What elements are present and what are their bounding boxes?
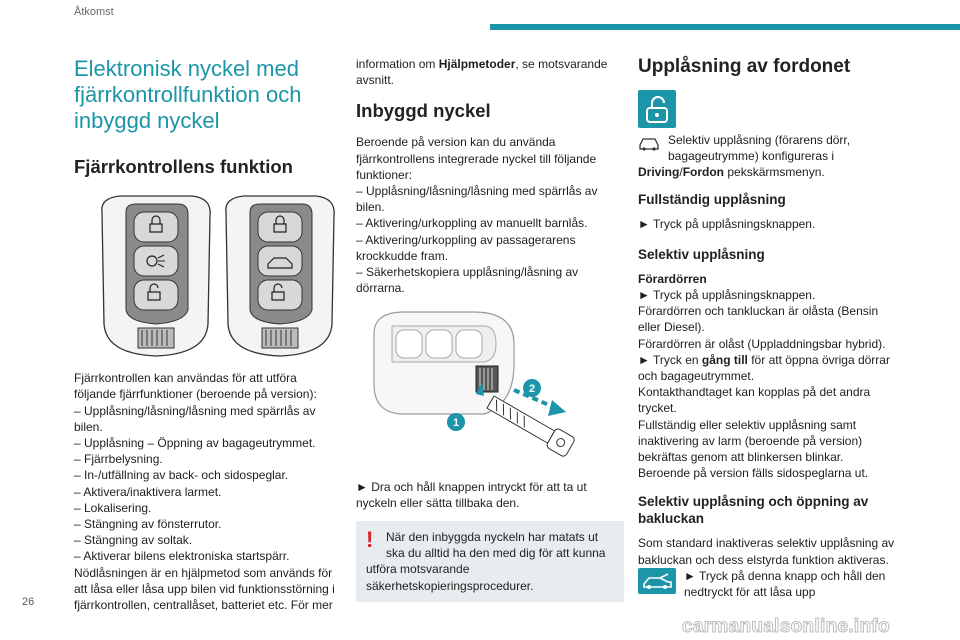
page-number: 26 [22,596,35,608]
text-line: fjärrkontrollen, centrallåset, batteriet etc. För mer [74,598,333,613]
continued-text: information om Hjälpmetoder, se motsvarande avsnitt. [356,57,608,88]
header-accent-bar [490,24,960,30]
full-unlock-heading: Fullständig upplåsning [638,191,786,207]
title-line: Elektronisk nyckel med [74,56,299,81]
integrated-key-heading: Inbyggd nyckel [356,100,491,122]
text-line: – Fjärrbelysning. [74,452,163,467]
trunk-unlock-heading: Selektiv upplåsning och öppning av bakluckan [638,494,869,527]
title-line: inbyggd nyckel [74,108,220,133]
header-section: Åtkomst [74,6,114,18]
remote-heading: Fjärrkontrollens funktion [74,156,293,177]
trunk-unlock-text: Som standard inaktiveras selektiv upplåsning av bakluckan och dess elstyrda funktion aktiveras. [638,536,895,567]
text-line: – Aktiverar bilens elektroniska startspärr. [74,549,290,564]
column-1 [74,50,344,613]
driver-door-label: Förardörren [638,271,707,286]
selective-config-row: Selektiv upplåsning (förarens dörr, bagageutrymme) konfigureras i [638,132,906,164]
text-line: – Aktivera/inaktivera larmet. [74,484,222,499]
text-line: följande fjärrfunktioner (beroende på version): [74,387,317,402]
warning-box: ! När den inbyggda nyckeln har matats ut ska du alltid ha den med dig för att kunna utföra motsvarande säkerhetskopieringsprocedurer. [356,521,624,602]
unlock-padlock-icon [638,90,676,128]
integrated-key-illustration [364,304,594,464]
selective-unlock-heading: Selektiv upplåsning [638,246,765,262]
text-line: – Upplåsning/låsning/låsning med spärrlås av [74,403,316,418]
help-methods-term: Hjälpmetoder [438,57,516,71]
text-line: – In-/utfällning av back- och sidospeglar. [74,468,289,483]
menu-reference: Driving/Fordon pekskärmsmenyn. [638,165,825,180]
car-outline-icon [638,134,660,152]
selective-unlock-text: Förardörren ► Tryck på upplåsningsknappen. Förardörren och tankluckan är olåsta (Bensin eller Diesel). Förardörren är olåst (Uppladdningsbar hybrid). ► Tryck en gång till för att öppna övriga dörrar och bagageutrymmet. Kontakthandtaget kan kopplas på det andra trycket. Fullständig eller selektiv upplåsning samt inaktivering av larm (beroende på version) bekräftas genom att blinkersen blinkar. Beroende på version fälls sidospeglarna ut. [638,271,890,481]
watermark: carmanualsonline.info [682,616,890,637]
warning-exclamation-icon: ! [366,527,374,553]
callout-1: 1 [452,417,460,430]
integrated-key-text: Beroende på version kan du använda fjärrkontrollens integrerade nyckel till följande funktioner: – Upplåsning/låsning/låsning med spärrlås av bilen. – Aktivering/urkoppling av manuellt barnlås. – Aktivering/urkoppling av passagerarens krockkudde fram. – Säkerhetskopiera upplåsning/låsning av dörrarna. [356,135,598,296]
page-title [74,56,344,134]
callout-2: 2 [528,383,536,396]
text-line: bilen. [74,419,103,434]
trunk-press-row: ► Tryck på denna knapp och håll den nedtryckt för att låsa upp [638,568,906,600]
text-line: – Upplåsning – Öppning av bagageutrymmet. [74,436,316,451]
full-unlock-text: ► Tryck på upplåsningsknappen. [638,216,816,231]
text-line: – Stängning av fönsterrutor. [74,517,222,532]
remote-functions-text [74,370,344,613]
column-3 [638,56,906,600]
text-line: Nödlåsningen är en hjälpmetod som används för [74,565,333,580]
instruction-text: ► Dra och håll knappen intryckt för att ta ut nyckeln eller sätta tillbaka den. [356,479,587,510]
remote-keys-illustration [74,190,344,360]
text-line: att låsa eller låsa upp bilen vid funktionsstörning i [74,581,335,596]
title-line: fjärrkontrollfunktion och [74,82,302,107]
unlocking-heading: Upplåsning av fordonet [638,56,851,77]
text-line: – Lokalisering. [74,500,152,515]
text-line: Fjärrkontrollen kan användas för att utföra [74,371,297,386]
column-2 [356,56,624,602]
text-line: – Stängning av soltak. [74,533,193,548]
trunk-open-icon [638,568,676,594]
